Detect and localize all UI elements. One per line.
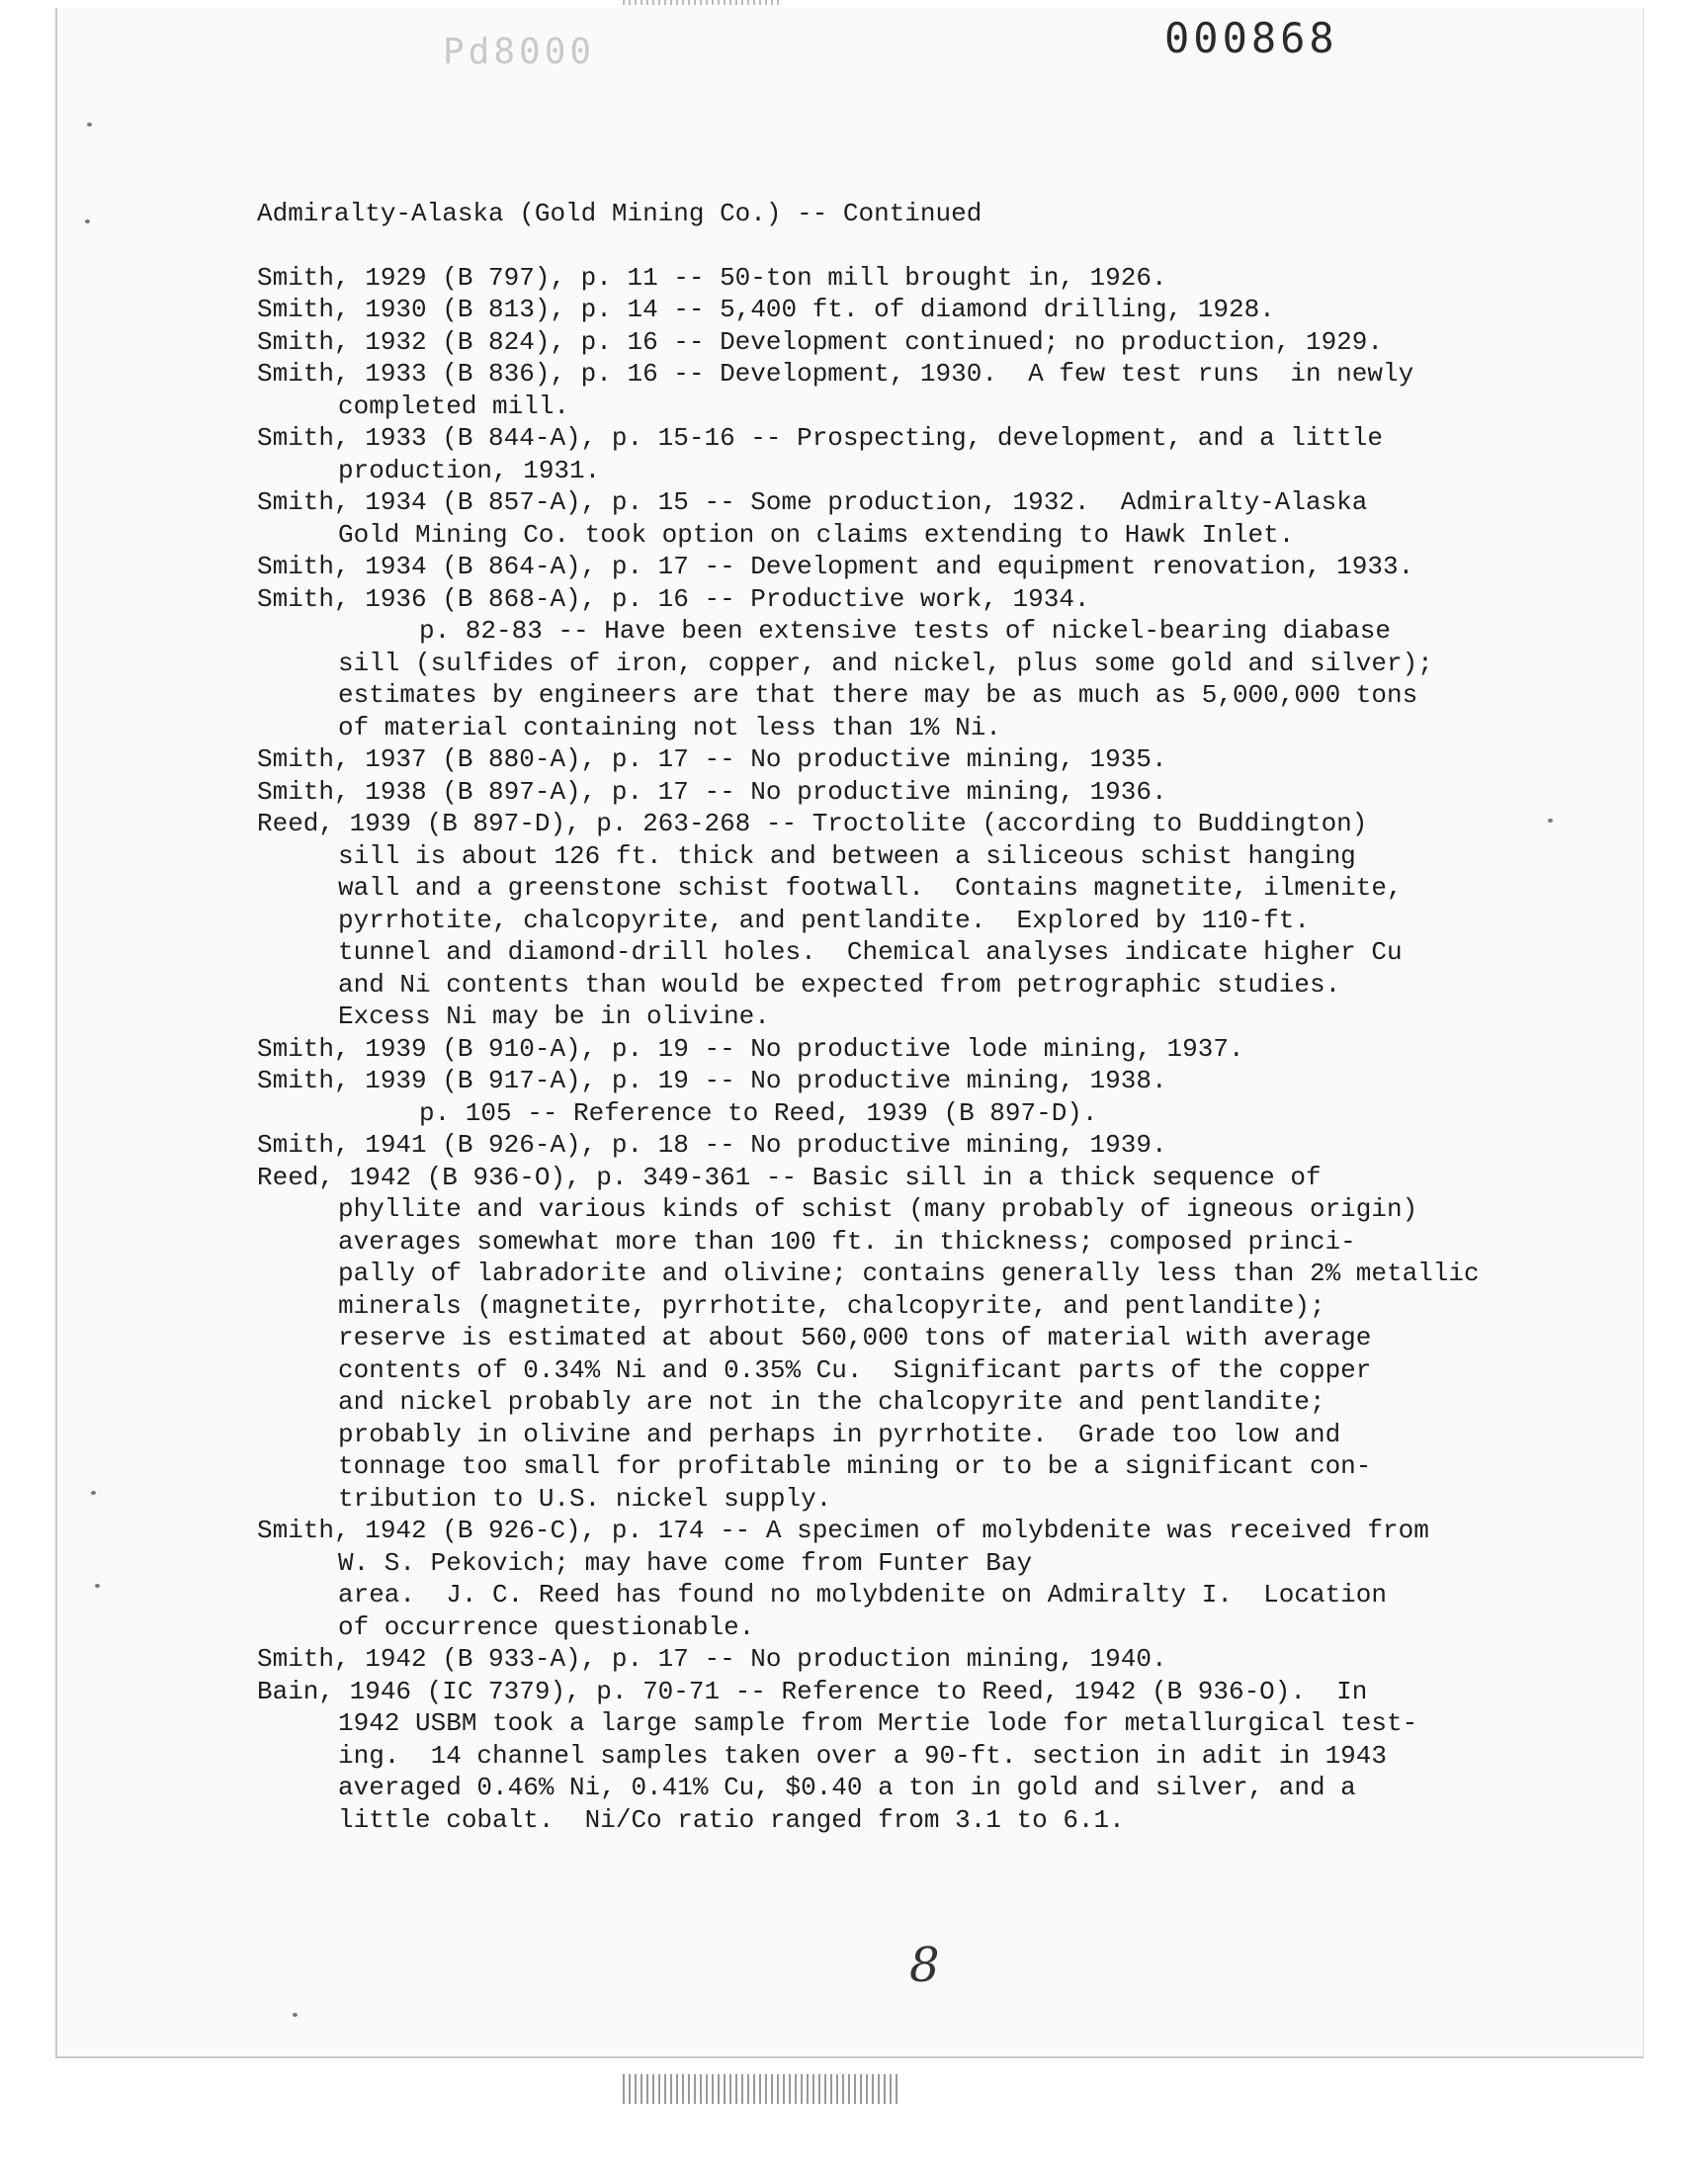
reference-continuation-line: probably in olivine and perhaps in pyrrhotite. Grade too low and <box>338 1419 1341 1449</box>
reference-entry-line: Smith, 1937 (B 880-A), p. 17 -- No productive mining, 1935. <box>257 744 1167 774</box>
reference-continuation-line: and nickel probably are not in the chalcopyrite and pentlandite; <box>338 1387 1325 1417</box>
reference-entry-line: Smith, 1933 (B 844-A), p. 15-16 -- Prospecting, development, and a little <box>257 423 1383 453</box>
reference-continuation-line: pyrrhotite, chalcopyrite, and pentlandite. Explored by 110-ft. <box>338 905 1310 935</box>
reference-continuation-line: Excess Ni may be in olivine. <box>338 1001 770 1031</box>
document-body <box>257 198 1572 1836</box>
reference-continuation-line: p. 82-83 -- Have been extensive tests of nickel-bearing diabase <box>419 616 1391 646</box>
scan-speck <box>293 2013 298 2017</box>
reference-entry-line: Smith, 1934 (B 857-A), p. 15 -- Some production, 1932. Admiralty-Alaska <box>257 487 1368 517</box>
document-number: 000868 <box>1164 14 1338 62</box>
reference-continuation-line: tribution to U.S. nickel supply. <box>338 1483 832 1514</box>
reference-continuation-line: 1942 USBM took a large sample from Mertie lode for metallurgical test- <box>338 1708 1418 1738</box>
reference-continuation-line: p. 105 -- Reference to Reed, 1939 (B 897-D). <box>419 1097 1098 1128</box>
reference-continuation-line: W. S. Pekovich; may have come from Funter Bay <box>338 1547 1033 1578</box>
scan-speck <box>95 1584 100 1588</box>
reference-continuation-line: of material containing not less than 1% Ni. <box>338 712 1001 742</box>
reference-entry-line: Smith, 1934 (B 864-A), p. 17 -- Development and equipment renovation, 1933. <box>257 552 1414 581</box>
reference-continuation-line: reserve is estimated at about 560,000 tons of material with average <box>338 1323 1372 1352</box>
reference-continuation-line: area. J. C. Reed has found no molybdenite on Admiralty I. Location <box>338 1580 1387 1610</box>
reference-entry-line: Smith, 1939 (B 910-A), p. 19 -- No productive lode mining, 1937. <box>257 1033 1244 1064</box>
reference-continuation-line: estimates by engineers are that there may be as much as 5,000,000 tons <box>338 680 1418 710</box>
reference-continuation-line: Gold Mining Co. took option on claims extending to Hawk Inlet. <box>338 519 1295 550</box>
reference-continuation-line: tonnage too small for profitable mining or to be a significant con- <box>338 1451 1372 1481</box>
page-number: 8 <box>909 1938 940 1993</box>
reference-entry-line: Smith, 1932 (B 824), p. 16 -- Development continued; no production, 1929. <box>257 326 1383 357</box>
reference-continuation-line: of occurrence questionable. <box>338 1611 755 1642</box>
reference-continuation-line: completed mill. <box>338 391 570 421</box>
reference-continuation-line: tunnel and diamond-drill holes. Chemical analyses indicate higher Cu <box>338 937 1403 967</box>
reference-entry-line: Smith, 1942 (B 933-A), p. 17 -- No production mining, 1940. <box>257 1644 1167 1674</box>
reference-entry-line: Smith, 1938 (B 897-A), p. 17 -- No productive mining, 1936. <box>257 776 1167 807</box>
reference-entry-line: Smith, 1942 (B 926-C), p. 174 -- A specimen of molybdenite was received from <box>257 1516 1429 1545</box>
reference-entry-line: Smith, 1939 (B 917-A), p. 19 -- No productive mining, 1938. <box>257 1066 1167 1095</box>
reference-continuation-line: sill (sulfides of iron, copper, and nickel, plus some gold and silver); <box>338 648 1433 678</box>
reference-continuation-line: averages somewhat more than 100 ft. in thickness; composed princi- <box>338 1226 1356 1257</box>
reference-list <box>257 262 1572 1837</box>
scan-edge-mark-top <box>623 0 781 5</box>
reference-entry-line: Smith, 1929 (B 797), p. 11 -- 50-ton mill brought in, 1926. <box>257 262 1167 293</box>
reference-entry-line: Reed, 1939 (B 897-D), p. 263-268 -- Troctolite (according to Buddington) <box>257 809 1368 838</box>
reference-entry-line: Reed, 1942 (B 936-O), p. 349-361 -- Basic sill in a thick sequence of <box>257 1162 1322 1192</box>
reference-entry-line: Smith, 1933 (B 836), p. 16 -- Development, 1930. A few test runs in newly <box>257 359 1414 389</box>
reference-entry-line: Bain, 1946 (IC 7379), p. 70-71 -- Reference to Reed, 1942 (B 936-O). In <box>257 1676 1368 1706</box>
reference-continuation-line: wall and a greenstone schist footwall. Contains magnetite, ilmenite, <box>338 873 1403 903</box>
faded-stamp-number: Pd8000 <box>443 32 596 72</box>
page-heading: Admiralty-Alaska (Gold Mining Co.) -- Continued <box>257 199 982 228</box>
scan-speck <box>85 219 90 223</box>
reference-entry-line: Smith, 1936 (B 868-A), p. 16 -- Productive work, 1934. <box>257 583 1090 614</box>
reference-continuation-line: little cobalt. Ni/Co ratio ranged from 3.1 to 6.1. <box>338 1804 1125 1835</box>
reference-continuation-line: pally of labradorite and olivine; contains generally less than 2% metallic <box>338 1259 1480 1288</box>
reference-continuation-line: sill is about 126 ft. thick and between a siliceous schist hanging <box>338 840 1356 871</box>
reference-entry-line: Smith, 1930 (B 813), p. 14 -- 5,400 ft. of diamond drilling, 1928. <box>257 295 1275 324</box>
scan-speck <box>87 123 92 127</box>
scan-speck <box>1548 819 1553 823</box>
reference-continuation-line: phyllite and various kinds of schist (many probably of igneous origin) <box>338 1194 1418 1224</box>
reference-continuation-line: production, 1931. <box>338 455 601 485</box>
scan-speck <box>91 1491 96 1495</box>
reference-continuation-line: minerals (magnetite, pyrrhotite, chalcopyrite, and pentlandite); <box>338 1290 1325 1321</box>
reference-continuation-line: contents of 0.34% Ni and 0.35% Cu. Significant parts of the copper <box>338 1354 1372 1385</box>
scan-edge-mark-bottom <box>623 2074 899 2104</box>
reference-entry-line: Smith, 1941 (B 926-A), p. 18 -- No productive mining, 1939. <box>257 1130 1167 1160</box>
reference-continuation-line: averaged 0.46% Ni, 0.41% Cu, $0.40 a ton in gold and silver, and a <box>338 1773 1356 1802</box>
reference-continuation-line: ing. 14 channel samples taken over a 90-ft. section in adit in 1943 <box>338 1740 1387 1771</box>
reference-continuation-line: and Ni contents than would be expected from petrographic studies. <box>338 969 1341 1000</box>
